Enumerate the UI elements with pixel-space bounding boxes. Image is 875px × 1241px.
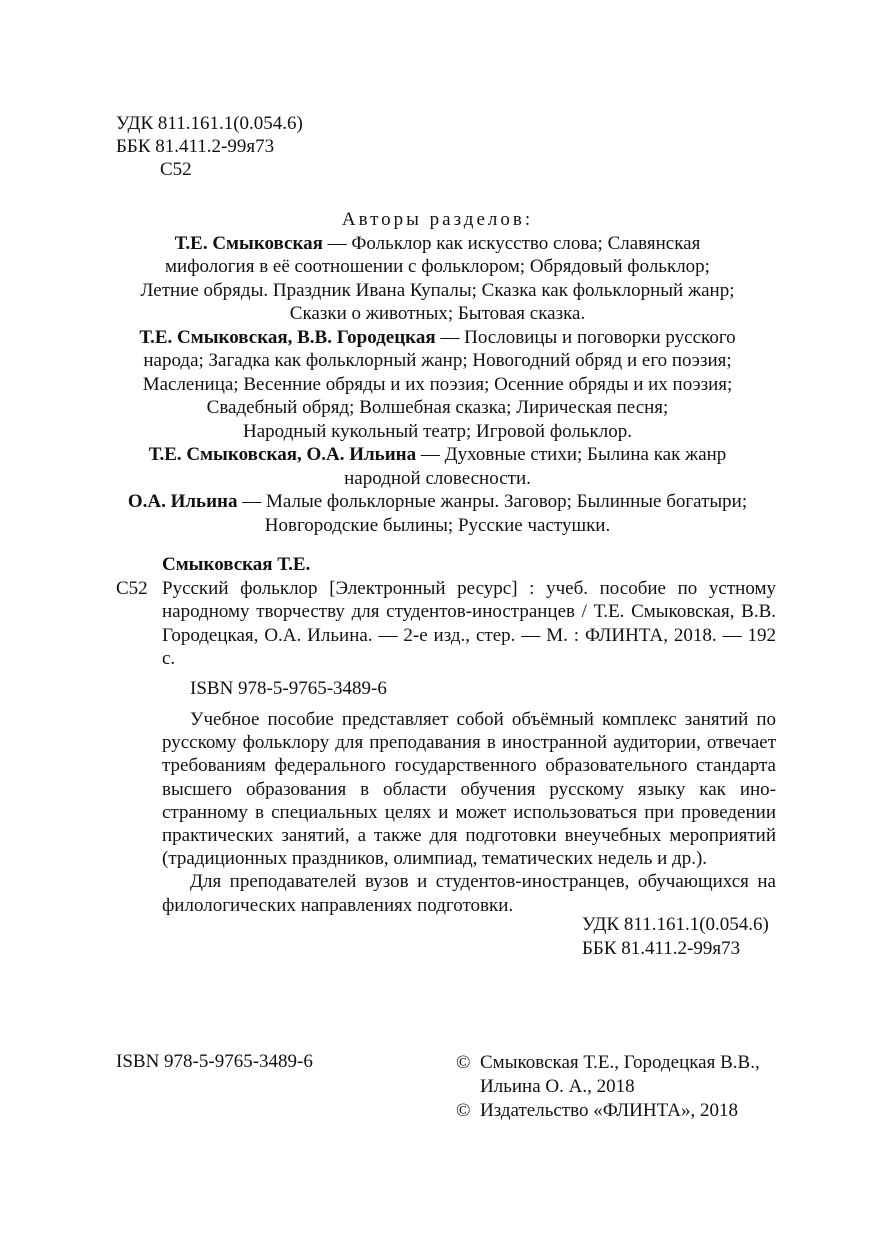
author-sections: Народный кукольный театр; Игровой фольклор.	[242, 420, 633, 442]
section-authors	[100, 208, 775, 537]
author-names: О.А. Ильина	[127, 491, 238, 512]
bbk-code: ББК 81.411.2-99я73	[116, 136, 275, 157]
author-entry	[100, 232, 775, 326]
description-text: Русский фольклор [Электронный ресурс] : учеб. пособие по устному народному творчеству для студентов-иностранцев / Т.Е. Смыковская, В.В. Городецкая, О.А. Ильина. — 2-е изд., стер. — М. : ФЛИНТА, 2018. — 192 с.	[162, 577, 776, 669]
author-entry	[100, 326, 775, 444]
isbn: ISBN 978-5-9765-3489-6	[190, 677, 387, 699]
udk-code: УДК 811.161.1(0.054.6)	[116, 113, 303, 134]
author-sections: Сказки о животных; Бытовая сказка.	[289, 303, 586, 324]
author-sections: — Пословицы и поговорки русского	[435, 326, 736, 348]
author-sections: Свадебный обряд; Волшебная сказка; Лирическая песня;	[206, 397, 669, 418]
author-names: Т.Е. Смыковская, В.В. Городецкая	[139, 326, 436, 348]
bbk-code: ББК 81.411.2-99я73	[582, 937, 741, 959]
bibliographic-record	[116, 553, 776, 700]
copyright-icon: ©	[456, 1052, 471, 1073]
author-sections: Новгородские былины; Русские частушки.	[264, 514, 611, 536]
author-mark: С52	[160, 159, 192, 180]
author-sections: — Духовные стихи; Былина как жанр	[416, 444, 727, 465]
copyright-publisher: Издательство «ФЛИНТА», 2018	[480, 1100, 738, 1121]
author-entry	[100, 443, 775, 490]
annotation	[162, 708, 776, 917]
copyright-icon: ©	[456, 1100, 471, 1121]
author-names: Т.Е. Смыковская	[174, 232, 323, 254]
author-sections: народной словесности.	[344, 467, 531, 489]
copyright-authors-continued: Ильина О. А., 2018	[480, 1076, 635, 1097]
author-entry	[100, 490, 775, 537]
author-mark: С52	[116, 577, 148, 599]
copyright-block	[456, 1051, 760, 1123]
udk-code: УДК 811.161.1(0.054.6)	[582, 914, 769, 935]
author-sections: — Малые фольклорные жанры. Заговор; Былинные богатыри;	[237, 491, 748, 512]
bibliographic-description	[116, 577, 776, 671]
author-sections: — Фольклор как искусство слова; Славянская	[322, 232, 701, 254]
classification-codes-bottom	[582, 913, 769, 960]
annotation-paragraph: Для преподавателей вузов и студентов-иностранцев, обучающихся на филологических направлениях подготовки.	[162, 871, 776, 916]
footer-isbn: ISBN 978-5-9765-3489-6	[116, 1051, 313, 1072]
classification-codes-top	[116, 112, 303, 181]
author-sections: народа; Загадка как фольклорный жанр; Новогодний обряд и его поэзия;	[143, 350, 732, 371]
author-names: Т.Е. Смыковская, О.А. Ильина	[148, 444, 417, 465]
annotation-paragraph: Учебное пособие представляет собой объёмный комплекс занятий по русскому фольклору для преподавания в иностранной аудитории, отвечает требованиям федерального государственного образовательного стандарта высшего образования в области обучения русскому языку как иностранному в специальных целях и может использоваться при проведении практических занятий, а также для подготовки внеучебных мероприятий (традиционных праздников, олимпиад, тематических недель и др.).	[162, 709, 776, 870]
copyright-authors: Смыковская Т.Е., Городецкая В.В.,	[480, 1052, 760, 1073]
authors-heading: Авторы разделов:	[341, 209, 534, 230]
main-author: Смыковская Т.Е.	[162, 554, 311, 575]
author-sections: Летние обряды. Праздник Ивана Купалы; Сказка как фольклорный жанр;	[140, 279, 735, 301]
author-sections: мифология в её соотношении с фольклором; Обрядовый фольклор;	[165, 256, 710, 277]
author-sections: Масленица; Весенние обряды и их поэзия; Осенние обряды и их поэзия;	[142, 373, 733, 395]
